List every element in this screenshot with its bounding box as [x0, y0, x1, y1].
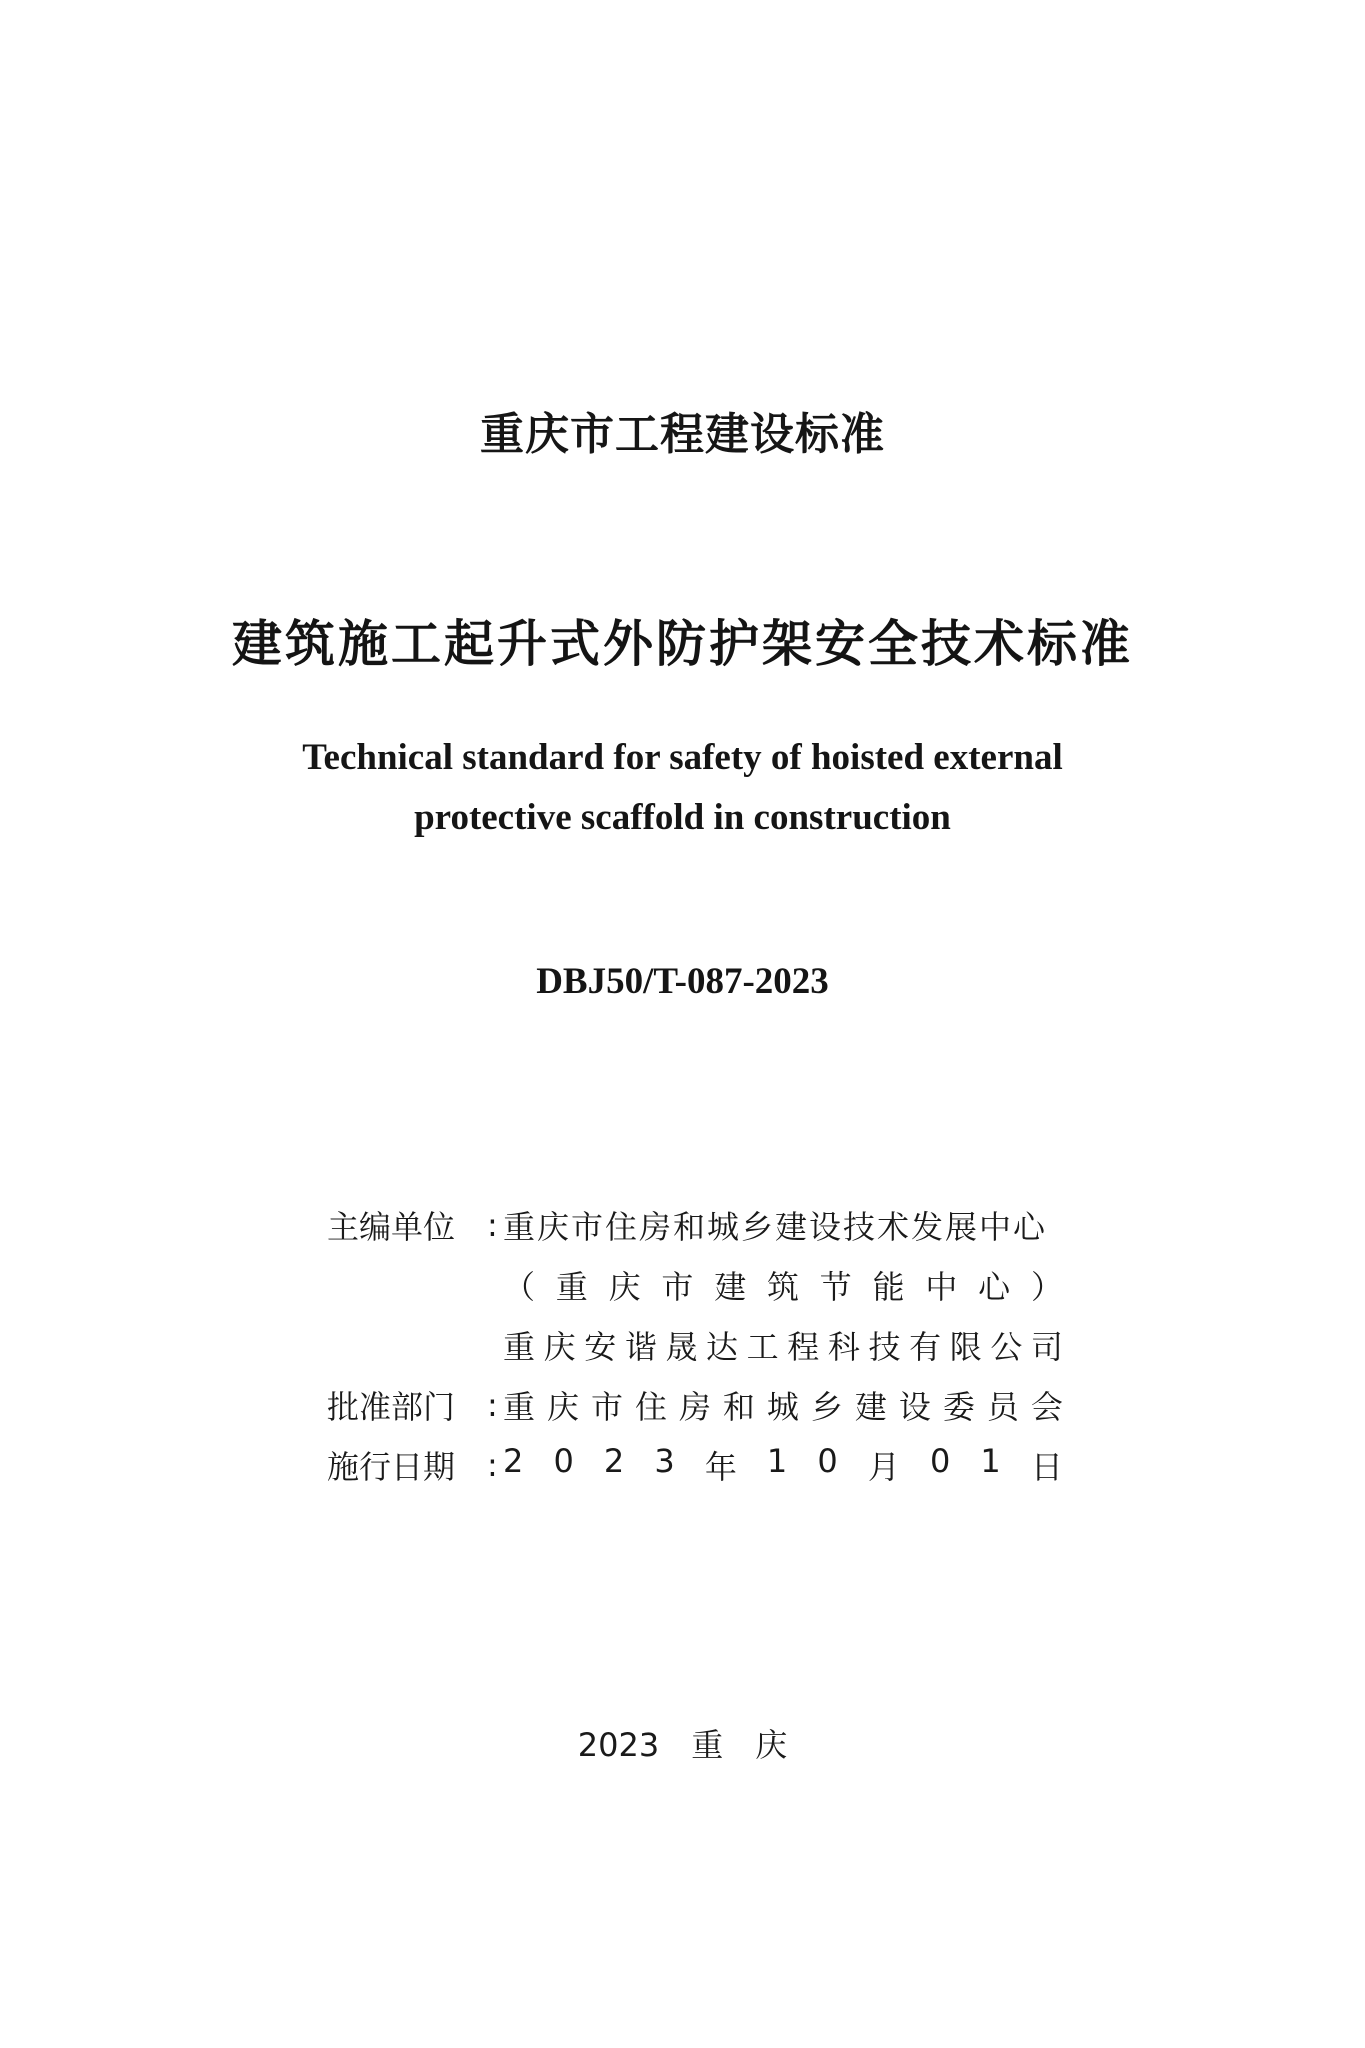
spread-char: 谐 — [624, 1328, 657, 1366]
approver-row — [327, 1375, 1067, 1435]
spread-char: 年 — [704, 1448, 737, 1486]
date-row — [327, 1435, 1067, 1495]
spread-char: 重 — [503, 1328, 536, 1366]
spread-char: 月 — [867, 1448, 900, 1486]
spread-char: 重 — [503, 1388, 536, 1426]
editor-row-3 — [327, 1315, 1067, 1375]
spread-char: 0 — [929, 1442, 951, 1480]
spread-char: 限 — [949, 1328, 982, 1366]
editor-label: 主编单位 — [327, 1208, 456, 1246]
spread-char: 科 — [827, 1328, 860, 1366]
spread-char: 庆 — [608, 1268, 641, 1306]
spread-char: 0 — [817, 1442, 838, 1480]
spread-char: 2 — [603, 1442, 625, 1480]
spread-char: ） — [1030, 1268, 1063, 1306]
spread-char: 城 — [766, 1388, 799, 1426]
spread-char: 能 — [872, 1268, 905, 1306]
spread-char: 会 — [1030, 1388, 1063, 1426]
spread-char: 司 — [1030, 1328, 1063, 1366]
editor-row — [327, 1195, 1067, 1255]
spread-char: 市 — [661, 1268, 694, 1306]
spread-char: 建 — [714, 1268, 747, 1306]
spread-char: 市 — [590, 1388, 623, 1426]
series-title: 重庆市工程建设标准 — [480, 409, 885, 460]
spread-char: 住 — [634, 1388, 667, 1426]
approver-label: 批准部门 — [327, 1388, 456, 1426]
spread-char: 安 — [584, 1328, 617, 1366]
spread-char: 0 — [553, 1442, 574, 1480]
spread-char: 达 — [706, 1328, 739, 1366]
spread-char: 工 — [746, 1328, 779, 1366]
spread-char: 程 — [787, 1328, 820, 1366]
spread-char: 中 — [925, 1268, 958, 1306]
spread-char: 晟 — [665, 1328, 698, 1366]
editor-line-2 — [503, 1262, 1063, 1308]
footer — [0, 1720, 1365, 1766]
spread-char: 1 — [980, 1442, 1001, 1480]
spread-char: 节 — [819, 1268, 852, 1306]
spread-char: （ — [503, 1268, 536, 1306]
english-title-line-1: Technical standard for safety of hoisted external — [302, 737, 1063, 778]
spread-char: 乡 — [810, 1388, 843, 1426]
spread-char: 设 — [898, 1388, 931, 1426]
spread-char: 公 — [990, 1328, 1023, 1366]
main-title: 建筑施工起升式外防护架安全技术标准 — [232, 615, 1133, 673]
date-label: 施行日期 — [327, 1448, 456, 1486]
spread-char: 委 — [942, 1388, 975, 1426]
approver-colon: : — [487, 1386, 498, 1424]
english-title-line-2: protective scaffold in construction — [414, 797, 951, 838]
spread-char: 有 — [909, 1328, 942, 1366]
effective-date — [503, 1442, 1063, 1488]
date-colon: : — [487, 1446, 498, 1484]
publication-info — [327, 1195, 1067, 1495]
spread-char: 3 — [654, 1442, 675, 1480]
spread-char: 建 — [854, 1388, 887, 1426]
editor-colon: : — [487, 1206, 498, 1244]
spread-char: 2 — [503, 1442, 524, 1480]
approver-value — [503, 1382, 1063, 1428]
spread-char: 心 — [978, 1268, 1011, 1306]
footer-year: 2023 — [577, 1726, 660, 1764]
spread-char: 庆 — [543, 1328, 576, 1366]
editor-row-2 — [327, 1255, 1067, 1315]
spread-char: 重 — [555, 1268, 588, 1306]
spread-char: 和 — [722, 1388, 755, 1426]
spread-char: 房 — [678, 1388, 711, 1426]
spread-char: 技 — [868, 1328, 901, 1366]
spread-char: 庆 — [546, 1388, 579, 1426]
spread-char: 筑 — [766, 1268, 799, 1306]
spread-char: 日 — [1030, 1448, 1063, 1486]
english-title — [0, 728, 1365, 848]
standard-code: DBJ50/T-087-2023 — [536, 961, 829, 1002]
editor-line-3 — [503, 1322, 1063, 1368]
editor-line-1: 重庆市住房和城乡建设技术发展中心 — [503, 1208, 1048, 1246]
spread-char: 1 — [766, 1442, 788, 1480]
spread-char: 员 — [986, 1388, 1019, 1426]
footer-city: 重 庆 — [691, 1726, 788, 1764]
